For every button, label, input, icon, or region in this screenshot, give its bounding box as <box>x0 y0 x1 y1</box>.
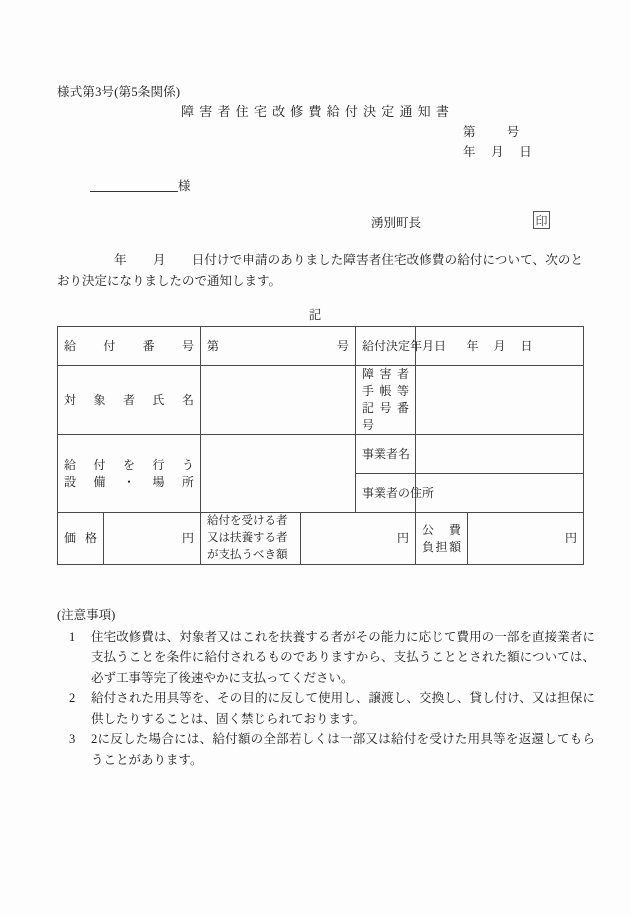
note-number: 3 <box>69 732 76 746</box>
addressee-suffix: 様 <box>178 179 191 193</box>
reference-date-line: 年 月 日 <box>463 145 532 159</box>
issuer-name: 湧別町長 <box>371 216 422 230</box>
cell-handbook-label <box>356 366 416 435</box>
cell-grant-number-label: 給付番号 <box>58 327 201 366</box>
note-number: 2 <box>69 691 76 705</box>
facility-label-line2: 設備・場所 <box>64 474 195 489</box>
seal-icon: 印 <box>533 211 550 229</box>
reference-block <box>463 122 532 162</box>
table-row <box>58 327 584 366</box>
addressee <box>90 176 191 194</box>
cell-contractor-address-value[interactable] <box>416 474 584 513</box>
cell-contractor-name-value[interactable] <box>416 435 584 474</box>
note-text: 2に反した場合には、給付額の全部若しくは一部又は給付を受けた用具等を返還してもらうことがあります。 <box>91 732 595 767</box>
table-row <box>58 513 584 565</box>
body-date-month: 月 <box>152 253 166 267</box>
public-burden-label-line1: 公費 <box>422 522 462 537</box>
section-heading: 記 <box>308 308 322 322</box>
handbook-label-line2: 記号番号 <box>362 401 410 432</box>
cell-payer-amount-label: 給付を受ける者又は扶養する者が支払うべき額 <box>201 513 301 565</box>
page-title: 障害者住宅改修費給付決定通知書 <box>181 104 455 119</box>
cell-price-label: 価格 <box>58 513 104 565</box>
cell-handbook-value[interactable] <box>416 366 584 435</box>
cell-subject-name-value[interactable] <box>201 366 356 435</box>
table-row <box>58 366 584 435</box>
body-paragraph <box>57 250 583 292</box>
notes-heading: (注意事項) <box>57 608 116 622</box>
cell-facility-label <box>58 435 201 513</box>
list-item <box>69 729 595 770</box>
note-text: 住宅改修費は、対象者又はこれを扶養する者がその能力に応じて費用の一部を直接業者に支払うことを条件に給付されるものでありますから、支払うこととされた額については、必ず工事等完了後速やかに支払ってください。 <box>91 629 595 685</box>
grant-number-prefix: 第 <box>207 338 220 353</box>
reference-number-line: 第 号 <box>463 125 520 139</box>
cell-facility-value[interactable] <box>201 435 356 513</box>
notes-section <box>57 605 595 770</box>
list-item <box>69 688 595 729</box>
body-date-year: 年 <box>114 253 127 267</box>
addressee-blank <box>90 177 178 192</box>
cell-price-value[interactable]: 円 <box>104 513 201 565</box>
table-row <box>58 435 584 474</box>
cell-decision-date-value: 年 月 日 <box>416 327 584 366</box>
notice-table <box>57 326 584 565</box>
cell-decision-date-label: 給付決定年月日 <box>356 327 416 366</box>
cell-subject-name-label: 対象者氏名 <box>58 366 201 435</box>
note-number: 1 <box>69 629 76 644</box>
handbook-label-line1: 障害者手帳等 <box>362 367 410 398</box>
facility-label-line1: 給付を行う <box>64 457 195 472</box>
cell-public-burden-value[interactable]: 円 <box>468 513 584 565</box>
note-text: 給付された用具等を、その目的に反して使用し、譲渡し、交換し、貸し付け、又は担保に供したりすることは、固く禁じられております。 <box>91 691 595 726</box>
list-item <box>69 627 595 689</box>
cell-payer-amount-value[interactable]: 円 <box>301 513 416 565</box>
cell-grant-number-value <box>201 327 356 366</box>
form-number: 様式第3号(第5条関係) <box>57 85 181 99</box>
public-burden-label-line2: 負担額 <box>422 539 462 554</box>
cell-public-burden-label <box>416 513 468 565</box>
cell-contractor-name-label: 事業者名 <box>356 435 416 474</box>
cell-contractor-address-label: 事業者の住所 <box>356 474 416 513</box>
grant-number-suffix: 号 <box>337 338 350 353</box>
body-sentence: 日付けで申請のありました障害者住宅改修費の給付について、次のとおり決定になりましたので通知します。 <box>57 253 583 288</box>
